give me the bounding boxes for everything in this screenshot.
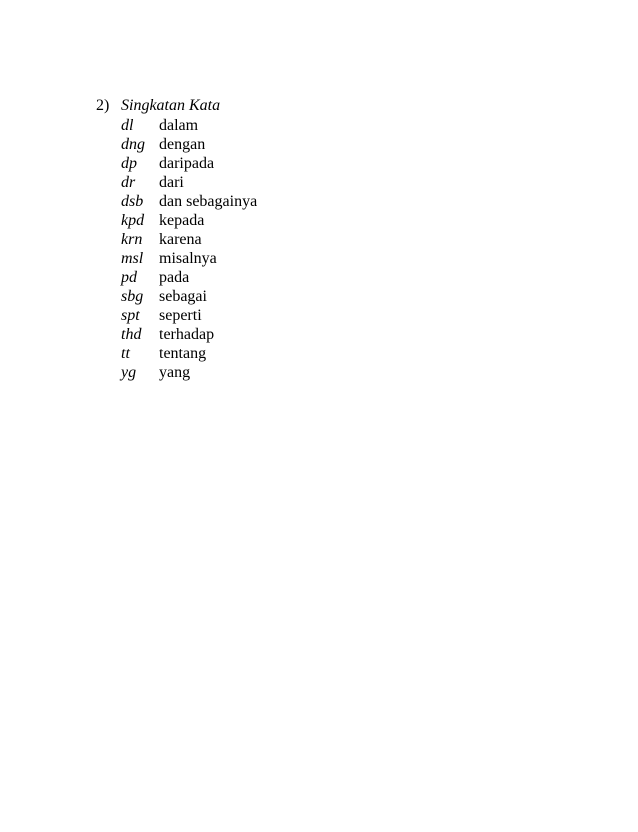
abbreviation: sbg: [121, 288, 144, 305]
abbreviation-row: [121, 211, 257, 230]
abbreviation-meaning: misalnya: [159, 250, 217, 267]
abbreviation-row: [121, 154, 257, 173]
abbreviation: tt: [121, 345, 130, 362]
abbreviation-row: [121, 230, 257, 249]
abbreviation-meaning: seperti: [159, 307, 202, 324]
abbreviation: dl: [121, 117, 134, 134]
abbreviation-meaning: daripada: [159, 155, 215, 172]
abbreviation-row: [121, 268, 257, 287]
abbreviation-row: [121, 249, 257, 268]
abbreviation-meaning: dari: [159, 174, 184, 191]
abbreviation-meaning: yang: [159, 364, 191, 381]
abbreviation-row: [121, 363, 257, 382]
abbreviation-row: [121, 306, 257, 325]
abbreviation-meaning: sebagai: [159, 288, 207, 305]
abbreviation-meaning: tentang: [159, 345, 207, 362]
abbreviation-row: [121, 135, 257, 154]
section-heading: [96, 97, 257, 116]
abbreviation-row: [121, 344, 257, 363]
abbreviation-meaning: kepada: [159, 212, 205, 229]
abbreviation-meaning: dan sebagainya: [159, 193, 258, 210]
abbreviation: spt: [121, 307, 140, 324]
abbreviation: yg: [121, 364, 137, 381]
abbreviation: pd: [121, 269, 137, 286]
abbreviation: dng: [121, 136, 145, 153]
abbreviation-row: [121, 287, 257, 306]
abbreviation: thd: [121, 326, 142, 343]
abbreviation-meaning: pada: [159, 269, 190, 286]
section-title: Singkatan Kata: [121, 97, 221, 114]
abbreviation-meaning: dalam: [159, 117, 199, 134]
abbreviation: dp: [121, 155, 137, 172]
abbreviation: msl: [121, 250, 144, 267]
abbreviation: dr: [121, 174, 136, 191]
abbreviation-meaning: dengan: [159, 136, 206, 153]
abbreviation-row: [121, 116, 257, 135]
abbreviation-meaning: terhadap: [159, 326, 215, 343]
abbreviation: krn: [121, 231, 143, 248]
abbreviation: kpd: [121, 212, 145, 229]
abbreviation-row: [121, 192, 257, 211]
abbreviation-section: [96, 97, 257, 382]
abbreviation: dsb: [121, 193, 144, 210]
section-number: 2): [96, 97, 110, 114]
abbreviation-meaning: karena: [159, 231, 202, 248]
abbreviation-list: [121, 116, 257, 382]
abbreviation-row: [121, 173, 257, 192]
abbreviation-row: [121, 325, 257, 344]
